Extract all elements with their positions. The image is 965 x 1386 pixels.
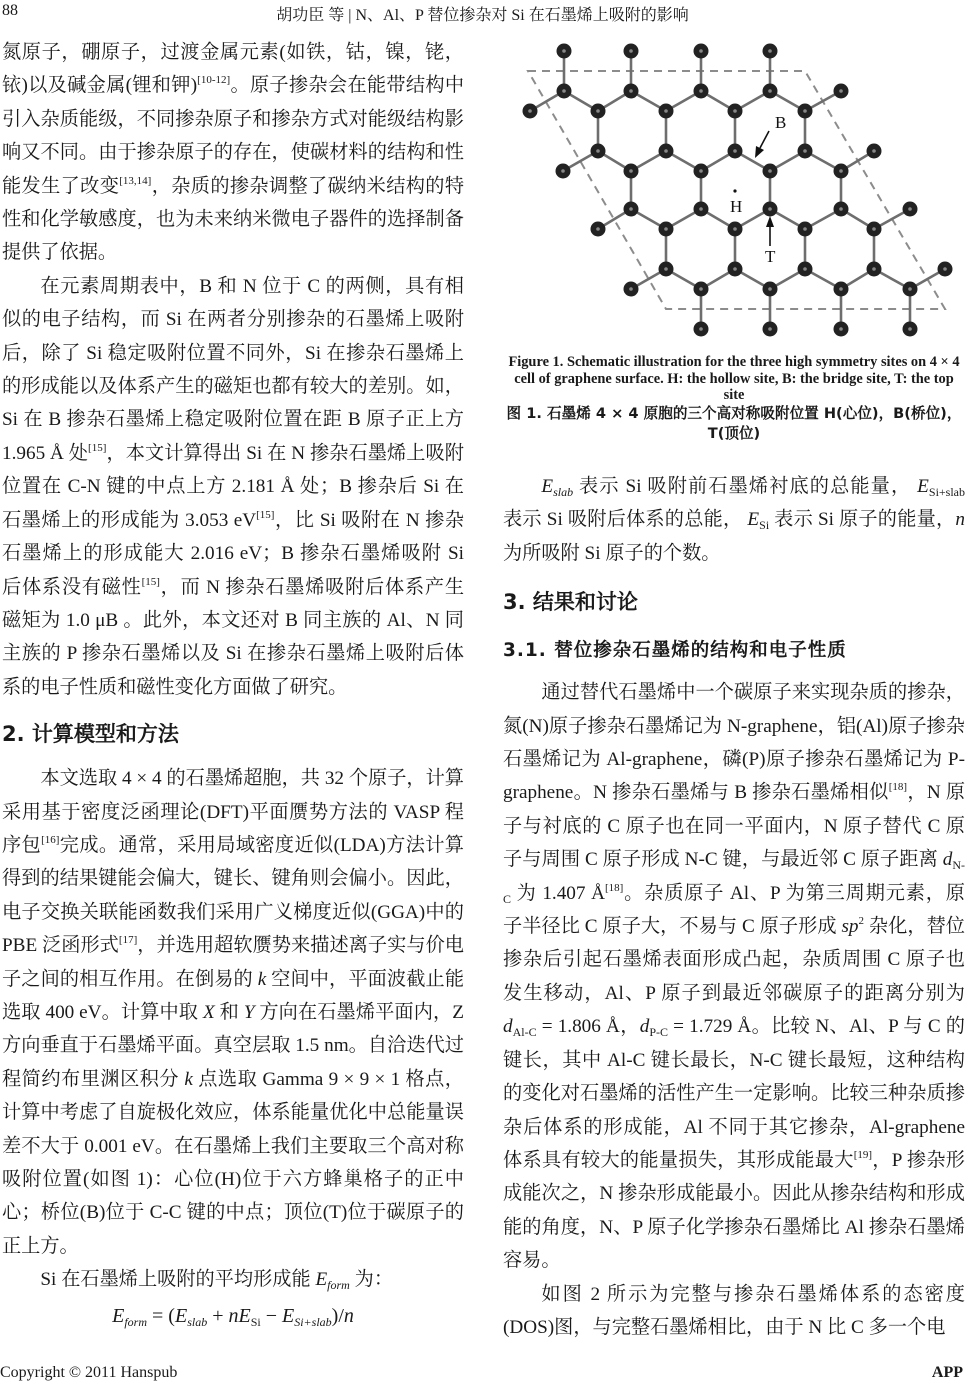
carbon-atom-highlight (803, 227, 807, 231)
figure-caption-chinese: 图 1. 石墨烯 4 × 4 原胞的三个高对称吸附位置 H(心位)，B(桥位)，T(顶位) (506, 404, 962, 442)
bridge-site-label: B (775, 113, 787, 132)
carbon-atom-highlight (733, 149, 737, 153)
citation[interactable]: [18] (888, 781, 908, 794)
carbon-atom-highlight (629, 207, 633, 211)
bridge-arrow-head (755, 146, 764, 158)
carbon-atom-highlight (768, 327, 772, 331)
carbon-atom-highlight (908, 327, 912, 331)
carbon-atom-highlight (733, 267, 737, 271)
citation[interactable]: [10-12] (197, 74, 231, 87)
carbon-atom-highlight (733, 227, 737, 231)
hollow-site-marker (733, 189, 736, 192)
carbon-atom-highlight (664, 149, 668, 153)
carbon-atom-highlight (596, 227, 600, 231)
carbon-atom-highlight (699, 327, 703, 331)
journal-abbreviation: APP (931, 1364, 963, 1381)
carbon-atom-highlight (768, 207, 772, 211)
citation[interactable]: [17] (118, 934, 138, 947)
citation[interactable]: [13,14] (119, 174, 152, 187)
carbon-atom-highlight (908, 207, 912, 211)
carbon-atom-highlight (699, 207, 703, 211)
carbon-atom-highlight (803, 149, 807, 153)
carbon-atom-highlight (629, 287, 633, 291)
carbon-atom-highlight (839, 89, 843, 93)
top-site-label: T (765, 247, 776, 266)
citation[interactable]: [15] (141, 575, 160, 588)
carbon-atom-highlight (872, 149, 876, 153)
formation-energy-equation: $E_{form} = (E_{slab} + nE_{Si} - E_{Si+slab})/n$ (112, 1304, 354, 1329)
figure-caption-english: Figure 1. Schematic illustration for the three high symmetry sites on 4 × 4 cell of graphene surface. H: the hollow site, B: the bridge site, T: the top site (508, 354, 960, 404)
paragraph-energy-definitions: $E_{slab}$ 表示 Si 吸附前石墨烯衬底的总能量， $E_{Si+slab}$ 表示 Si 吸附后体系的总能， $E_{Si}$ 表示 Si 原子的能量，n 为所吸附 Si 原子的个数。 (503, 476, 965, 564)
carbon-atom-highlight (699, 287, 703, 291)
carbon-atom-highlight (664, 267, 668, 271)
carbon-atom-highlight (528, 109, 532, 113)
carbon-atom-highlight (908, 287, 912, 291)
running-title: 胡功臣 等 | N、Al、P 替位掺杂对 Si 在石墨烯上吸附的影响 (276, 7, 689, 24)
bridge-arrow-shaft (760, 131, 769, 148)
carbon-atom-highlight (733, 109, 737, 113)
carbon-atom-highlight (699, 169, 703, 173)
figure-caption (503, 354, 965, 444)
carbon-atom-highlight (768, 169, 772, 173)
paragraph-doped-structure: 通过替代石墨烯中一个碳原子来实现杂质的掺杂，氮(N)原子掺杂石墨烯记为 N-graphene，铝(Al)原子掺杂石墨烯记为 Al-graphene，磷(P)原子掺杂石墨烯记为 P-graphene。N 掺杂石墨烯与 B 掺杂石墨烯相似[18]，N 原子与衬底的 C 原子也在同一平面内，N 原子替代 C 原子与周围 C 原子形成 N-C 键，与最近邻 C 原子距离 $d_{N-C}$ 为 1.407 Å[18]。杂质原子 Al、P 为第三周期元素，原子半径比 C 原子大，不易与 C 原子形成 $sp^2$ 杂化，替位掺杂后引起石墨烯表面形成凸起，杂质周围 C 原子也发生移动，Al、P 原子到最近邻碳原子的距离分别为 $d_{Al-C} = 1.806$ Å，$d_{P-C} = 1.729$ Å。比较 N、Al、P 与 C 的键长，其中 Al-C 键长最长，N-C 键长最短，这种结构的变化对石墨烯的活性产生一定影响。比较三种杂质掺杂后体系的形成能，Al 不同于其它掺杂，Al-graphene 体系具有较大的能量损失，其形成能最大[19]，P 掺杂形成能次之，N 掺杂形成能最小。因此从掺杂结构和形成能的角度，N、P 原子化学掺杂石墨烯比 Al 掺杂石墨烯容易。 (503, 682, 965, 1272)
section-heading-2: 2. 计算模型和方法 (2, 722, 179, 747)
carbon-atom-highlight (664, 227, 668, 231)
carbon-atom-highlight (561, 169, 565, 173)
citation[interactable]: [15] (88, 441, 107, 454)
paragraph-intro-continued: 氮原子，硼原子，过渡金属元素(如铁，钴，镍，铑，铱)以及碱金属(锂和钾)[10-12]。原子掺杂会在能带结构中引入杂质能级，不同掺杂原子和掺杂方式对能级结构影响又不同。由于掺杂原子的存在，使碳材料的结构和性能发生了改变[13,14]，杂质的掺杂调整了碳纳米结构的特性和化学敏感度，也为未来纳米微电子器件的选择制备提供了依据。 (2, 42, 465, 264)
section-heading-3: 3. 结果和讨论 (503, 590, 638, 615)
section-heading-3-1: 3.1. 替位掺杂石墨烯的结构和电子性质 (503, 640, 847, 662)
citation[interactable]: [16] (41, 833, 60, 846)
page-header (0, 0, 965, 28)
page-number: 88 (2, 2, 18, 19)
paragraph-dos: 如图 2 所示为完整与掺杂石墨烯体系的态密度(DOS)图，与完整石墨烯相比，由于 N 比 C 多一个电 (503, 1283, 965, 1338)
carbon-atom-highlight (699, 89, 703, 93)
carbon-atom-highlight (803, 109, 807, 113)
carbon-atom-highlight (872, 267, 876, 271)
graphene-lattice-figure (503, 36, 963, 346)
carbon-atom-highlight (803, 267, 807, 271)
carbon-atom-highlight (629, 89, 633, 93)
carbon-atom-highlight (768, 287, 772, 291)
citation[interactable]: [19] (853, 1148, 873, 1161)
top-arrow-head (766, 216, 774, 227)
carbon-atom-highlight (562, 49, 566, 53)
carbon-atom-highlight (768, 89, 772, 93)
paragraph-b-n-doping: 在元素周期表中，B 和 N 位于 C 的两侧，具有相似的电子结构，而 Si 在两者分别掺杂的石墨烯上吸附后，除了 Si 稳定吸附位置不同外，Si 在掺杂石墨烯上的形成能以及体系产生的磁矩也都有较大的差别。如，Si 在 B 掺杂石墨烯上稳定吸附位置在距 B 原子正上方 1.965 Å 处[15]，本文计算得出 Si 在 N 掺杂石墨烯上吸附位置在 C-N 键的中点上方 2.181 Å 处；B 掺杂后 Si 在石墨烯上的形成能为 3.053 eV[15]，比 Si 吸附在 N 掺杂石墨烯上的形成能大 2.016 eV；B 掺杂石墨烯吸附 Si 后体系没有磁性[15]，而 N 掺杂石墨烯吸附后体系产生磁矩为 1.0 μB 。此外，本文还对 B 同主族的 Al、N 同主族的 P 掺杂石墨烯以及 Si 在掺杂石墨烯上吸附后体系的电子性质和磁性变化方面做了研究。 (2, 275, 465, 698)
paragraph-formation-energy-intro: Si 在石墨烯上吸附的平均形成能 $E_{form}$ 为： (40, 1269, 394, 1293)
carbon-atom-highlight (943, 267, 947, 271)
carbon-atom-highlight (596, 109, 600, 113)
left-column (2, 36, 464, 1328)
carbon-atom-highlight (872, 227, 876, 231)
carbon-atom-highlight (839, 327, 843, 331)
carbon-atom-highlight (562, 89, 566, 93)
carbon-atom-highlight (839, 207, 843, 211)
carbon-atom-highlight (629, 49, 633, 53)
citation[interactable]: [15] (256, 508, 275, 521)
carbon-atom-highlight (629, 169, 633, 173)
right-column (503, 470, 965, 1344)
citation[interactable]: [18] (604, 881, 624, 894)
carbon-atom-highlight (596, 149, 600, 153)
carbon-atom-highlight (768, 49, 772, 53)
carbon-atom-highlight (664, 109, 668, 113)
copyright-notice: Copyright © 2011 Hanspub (0, 1364, 178, 1381)
paragraph-methods: 本文选取 4 × 4 的石墨烯超胞，共 32 个原子，计算采用基于密度泛函理论(DFT)平面赝势方法的 VASP 程序包[16]完成。通常，采用局域密度近似(LDA)方法计算得到的结果键能会偏大，键长、键角则会偏小。因此，电子交换关联能函数我们采用广义梯度近似(GGA)中的 PBE 泛函形式[17]，并选用超软赝势来描述离子实与价电子之间的相互作用。在倒易的 k 空间中，平面波截止能选取 400 eV。计算中取 X 和 Y 方向在石墨烯平面内，Z 方向垂直于石墨烯平面。真空层取 1.5 nm。自洽迭代过程简约布里渊区积分 k 点选取 Gamma 9 × 9 × 1 格点，计算中考虑了自旋极化效应，体系能量优化中总能量误差不大于 0.001 eV。在石墨烯上我们主要取三个高对称吸附位置(如图 1)：心位(H)位于六方蜂巢格子的正中心；桥位(B)位于 C-C 键的中点；顶位(T)位于碳原子的正上方。 (2, 768, 465, 1257)
carbon-atom-highlight (699, 49, 703, 53)
carbon-atom-highlight (839, 169, 843, 173)
carbon-atom-highlight (839, 287, 843, 291)
hollow-site-label: H (730, 197, 743, 216)
